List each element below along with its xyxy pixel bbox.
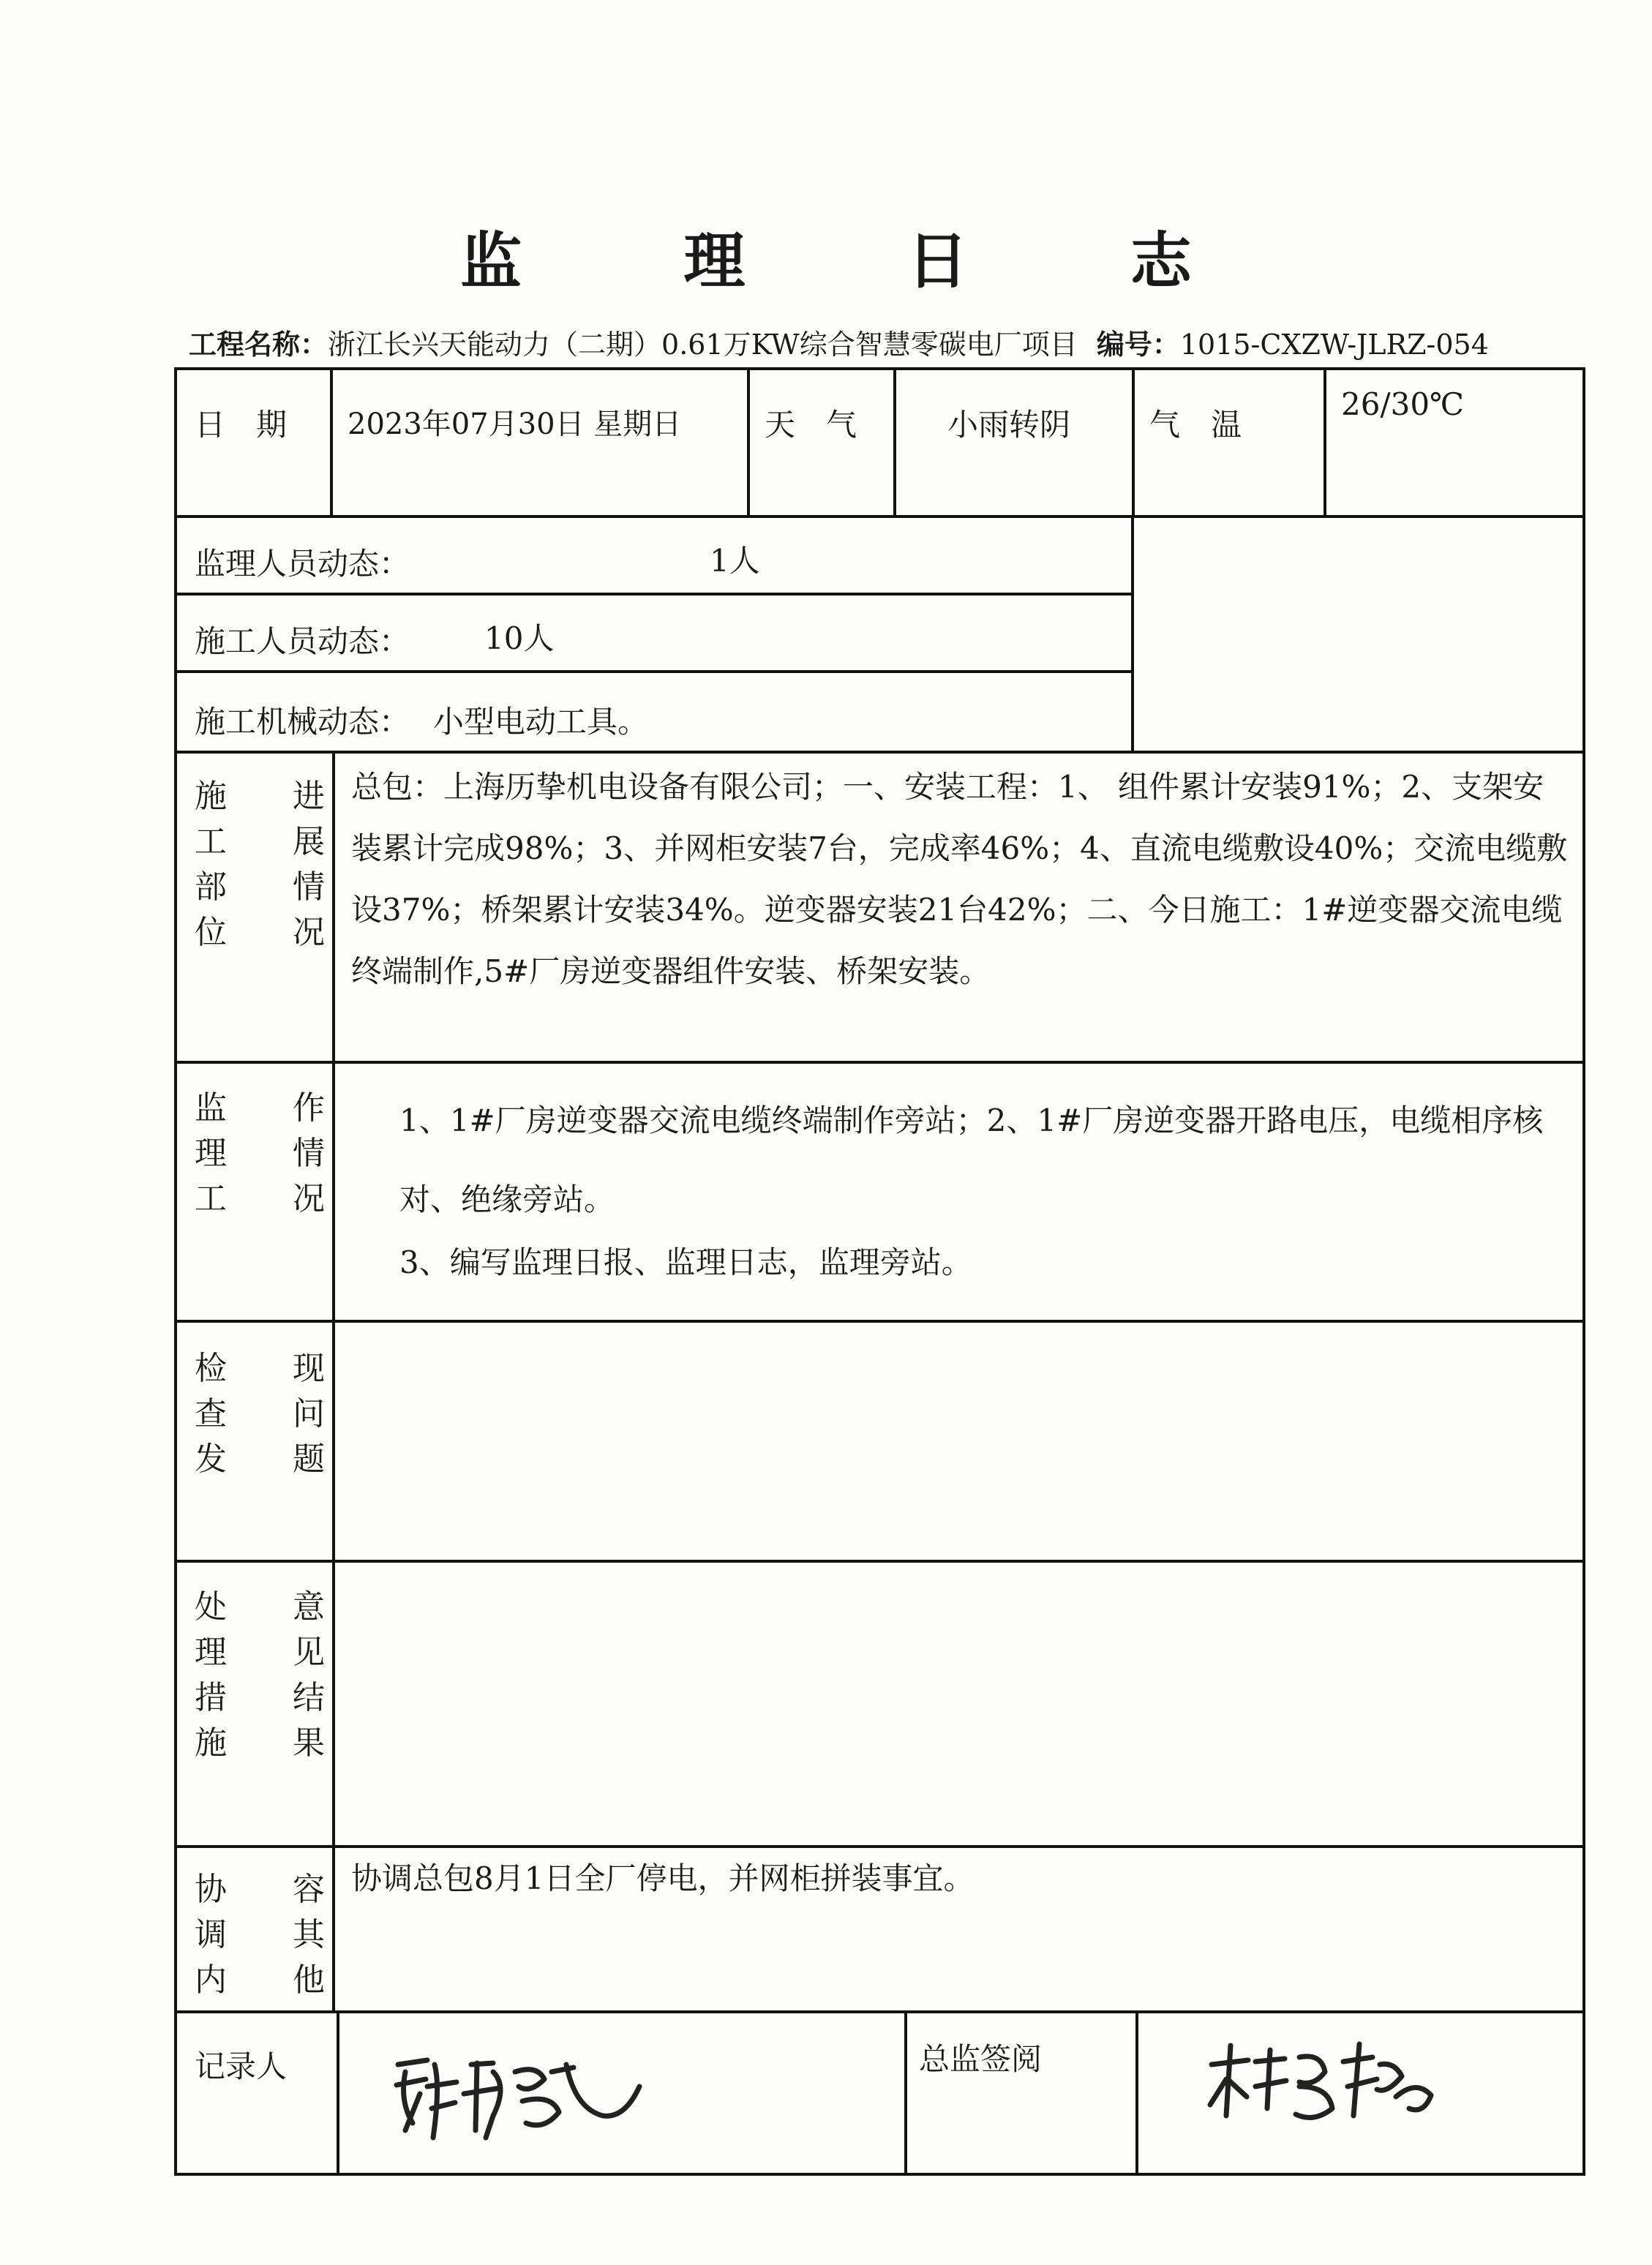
project-name: 浙江长兴天能动力（二期）0.61万KW综合智慧零碳电厂项目	[328, 328, 1078, 361]
progress-label-char: 部	[195, 868, 227, 906]
handling-label-char: 果	[293, 1724, 325, 1762]
issues-label-char: 查	[195, 1395, 227, 1432]
progress-label	[195, 774, 344, 955]
progress-text: 总包：上海历挚机电设备有限公司；一、安装工程：1、 组件累计安装91%；2、支架安装累计完成98%；3、并网柜安装7台，完成率46%；4、直流电缆敷设40%；交流电缆敷设37%；桥架累计安装34%。逆变器安装21台42%；二、今日施工：1#逆变器交流电缆终端制作,5#厂房逆变器组件安装、桥架安装。	[351, 769, 1568, 989]
supervisor-count: 1人	[710, 543, 760, 579]
date-value-cell	[330, 367, 750, 518]
weather-value: 小雨转阴	[947, 407, 1071, 443]
project-header	[189, 322, 1489, 362]
handling-label-char: 理	[195, 1634, 227, 1671]
supervision-label	[195, 1086, 344, 1222]
handling-label-char: 措	[195, 1679, 227, 1716]
project-label: 工程名称：	[189, 328, 328, 361]
handling-label-char: 处	[195, 1588, 227, 1626]
handling-label-char: 意	[293, 1588, 325, 1626]
supervision-label-char: 监	[195, 1089, 227, 1127]
temp-value: 26/30℃	[1341, 386, 1465, 422]
dynamics-blank-cell	[1131, 515, 1585, 754]
progress-label-char: 位	[195, 914, 227, 951]
coordination-label-char: 协	[195, 1871, 227, 1908]
handling-label-left	[195, 1585, 246, 1766]
coordination-label-char: 内	[195, 1961, 227, 1999]
date-label-cell	[174, 367, 333, 518]
progress-label-char: 展	[293, 823, 325, 860]
issues-label-char: 发	[195, 1440, 227, 1478]
progress-content-cell	[332, 751, 1585, 1064]
chief-signature	[1204, 2035, 1438, 2130]
construction-dynamics-row	[174, 593, 1134, 673]
issues-label-char: 问	[293, 1395, 325, 1432]
coordination-text: 协调总包8月1日全厂停电，并网柜拼装事宜。	[351, 1860, 975, 1896]
recorder-signature-cell	[337, 2010, 907, 2176]
supervision-label-char: 工	[195, 1180, 227, 1217]
document-number: 1015-CXZW-JLRZ-054	[1179, 328, 1489, 361]
chief-review-label: 总监签阅	[919, 2041, 1043, 2077]
recorder-label: 记录人	[195, 2048, 288, 2084]
issues-label	[195, 1346, 344, 1482]
coordination-label-char: 容	[293, 1871, 325, 1908]
handling-label-char: 结	[293, 1679, 325, 1716]
issues-label-char: 题	[293, 1440, 325, 1478]
coordination-label-char: 他	[293, 1961, 325, 1999]
supervision-label-char: 理	[195, 1135, 227, 1172]
recorder-signature	[383, 2043, 647, 2152]
progress-label-char: 况	[293, 914, 325, 951]
coordination-label	[195, 1867, 344, 2003]
construction-count: 10人	[484, 620, 555, 656]
date-label: 日 期	[195, 407, 288, 443]
issues-label-left	[195, 1346, 246, 1482]
temp-label-cell	[1132, 367, 1326, 518]
progress-label-char: 情	[293, 868, 325, 906]
supervision-item-1: 1、1#厂房逆变器交流电缆终端制作旁站；2、1#厂房逆变器开路电压，电缆相序核对、绝缘旁站。	[399, 1103, 1544, 1217]
page-title: 监 理 日 志	[460, 225, 1262, 297]
supervision-label-left	[195, 1086, 246, 1222]
number-label: 编号：	[1096, 328, 1180, 361]
coordination-content-cell	[332, 1845, 1585, 2013]
machinery-dynamics-label: 施工机械动态：	[195, 704, 410, 740]
progress-label-char: 进	[293, 778, 325, 815]
handling-label-char: 见	[293, 1634, 325, 1671]
construction-dynamics-label: 施工人员动态：	[195, 623, 410, 659]
weather-label-cell	[747, 367, 896, 518]
supervision-item-2: 3、编写监理日报、监理日志，监理旁站。	[399, 1244, 972, 1280]
supervisor-dynamics-label: 监理人员动态：	[195, 546, 410, 582]
temp-label: 气 温	[1149, 407, 1242, 443]
coordination-label-left	[195, 1867, 246, 2003]
progress-label-char: 工	[195, 823, 227, 860]
recorder-label-cell	[174, 2010, 339, 2176]
handling-content-cell	[332, 1560, 1585, 1848]
machinery-value: 小型电动工具。	[433, 704, 649, 740]
supervision-content-cell	[332, 1061, 1585, 1323]
supervision-label-char: 作	[293, 1089, 325, 1127]
coordination-label-char: 调	[195, 1916, 227, 1953]
temp-value-cell	[1324, 367, 1585, 518]
coordination-label-char: 其	[293, 1916, 325, 1953]
supervision-label-char: 情	[293, 1135, 325, 1172]
handling-label	[195, 1585, 344, 1766]
machinery-dynamics-row	[174, 670, 1134, 754]
weather-label: 天 气	[765, 407, 857, 443]
chief-label-cell	[904, 2010, 1138, 2176]
progress-label-left	[195, 774, 246, 955]
date-value: 2023年07月30日 星期日	[348, 407, 682, 441]
progress-label-char: 施	[195, 778, 227, 815]
handling-label-char: 施	[195, 1724, 227, 1762]
issues-label-char: 现	[293, 1350, 325, 1387]
supervision-label-char: 况	[293, 1180, 325, 1217]
chief-signature-cell	[1135, 2010, 1585, 2176]
issues-label-char: 检	[195, 1350, 227, 1387]
issues-content-cell	[332, 1320, 1585, 1563]
supervisor-dynamics-row	[174, 515, 1134, 596]
weather-value-cell	[893, 367, 1135, 518]
